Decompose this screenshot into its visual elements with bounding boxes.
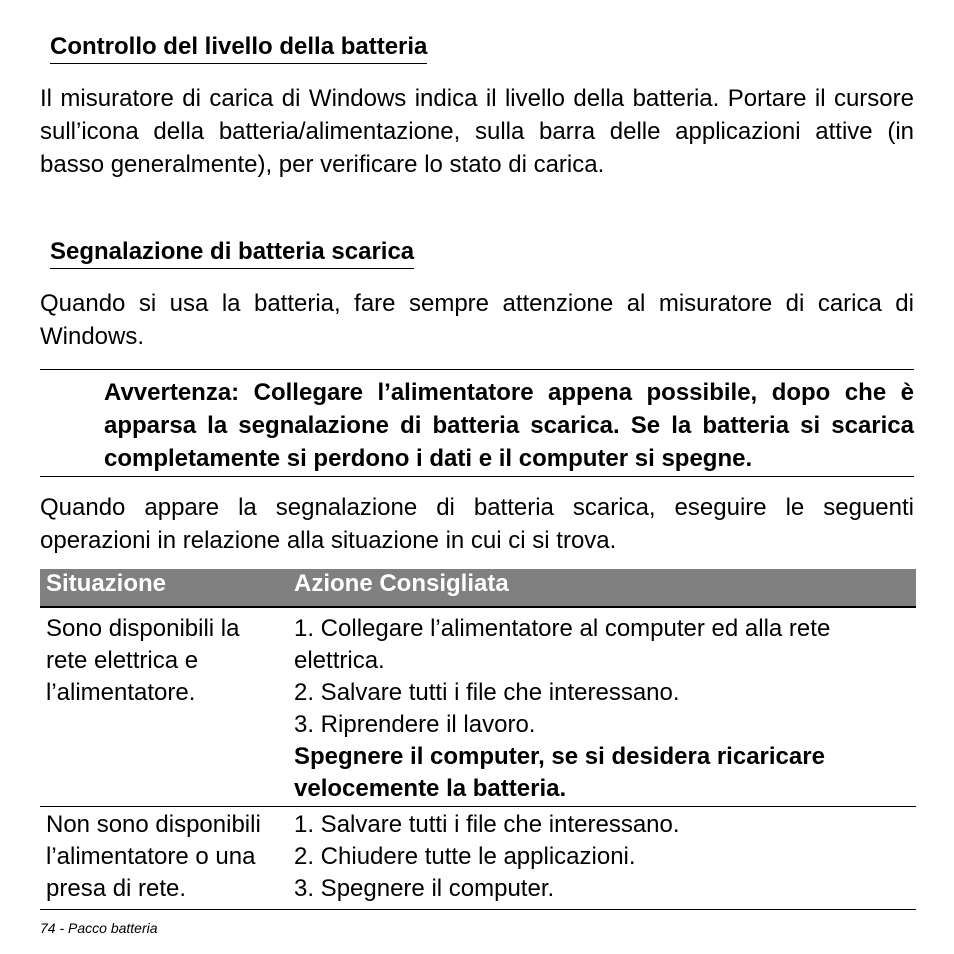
heading-low-battery: Segnalazione di batteria scarica <box>50 238 414 269</box>
situation-cell: Sono disponibili la rete elettrica e l’alimentatore. <box>46 615 240 706</box>
paragraph-intro: Quando appare la segnalazione di batteria scarica, eseguire le seguenti operazioni in relazione alla situazione in cui ci si trova. <box>40 494 914 554</box>
warning-text: Avvertenza: Collegare l’alimentatore appena possibile, dopo che è apparsa la segnalazione di batteria scarica. Se la batteria si scarica completamente si perdono i dati e il computer si spegne. <box>104 379 914 472</box>
paragraph-battery-level: Il misuratore di carica di Windows indica il livello della batteria. Portare il cursore sull’icona della batteria/alimentazione, sulla barra delle applicazioni attive (in basso generalmente), per verificare lo stato di carica. <box>40 85 914 178</box>
page-footer: 74 - Pacco batteria <box>40 920 158 936</box>
paragraph-low-battery: Quando si usa la batteria, fare sempre attenzione al misuratore di carica di Windows. <box>40 290 914 350</box>
action-note: velocemente la batteria. <box>294 775 567 802</box>
action-note: Spegnere il computer, se si desidera ricaricare <box>294 743 825 770</box>
table-header <box>40 569 916 608</box>
header-action: Azione Consigliata <box>294 570 509 597</box>
action-cell: 1. Salvare tutti i file che interessano. 2. Chiudere tutte le applicazioni. 3. Spegnere il computer. <box>294 811 680 902</box>
table-row <box>40 608 916 807</box>
warning-top-rule <box>40 369 914 370</box>
action-cell: 1. Collegare l’alimentatore al computer ed alla rete elettrica. 2. Salvare tutti i file che interessano. 3. Riprendere il lavoro. Spegnere il computer, se si desidera ricaricare velocemente la batteria. <box>294 613 914 805</box>
warning-bottom-rule <box>40 476 914 477</box>
heading-battery-level: Controllo del livello della batteria <box>50 33 427 64</box>
header-situation: Situazione <box>46 570 167 597</box>
situation-cell: Non sono disponibili l’alimentatore o una presa di rete. <box>46 811 261 902</box>
action-table <box>40 569 916 910</box>
table-row <box>40 807 916 910</box>
